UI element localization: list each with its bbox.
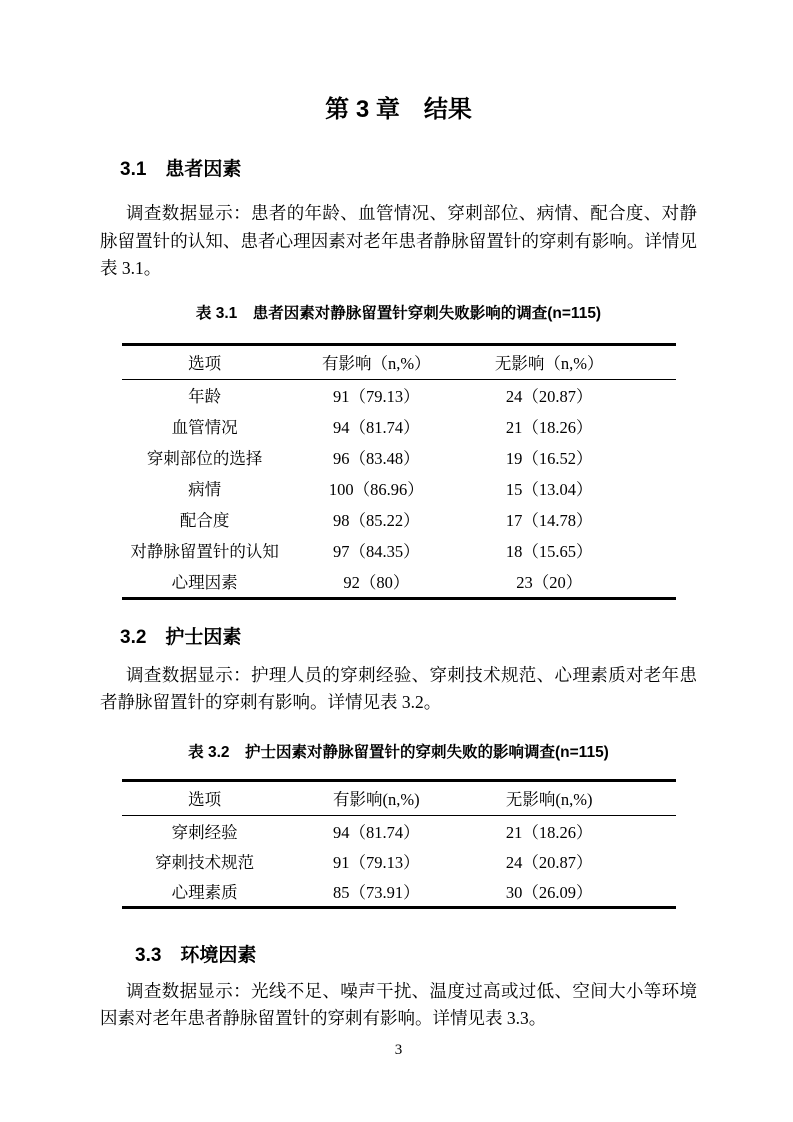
column-header-affected: 有影响(n,%) [288,780,465,815]
section-3-2-paragraph: 调查数据显示：护理人员的穿刺经验、穿刺技术规范、心理素质对老年患者静脉留置针的穿刺有影响。详情见表 3.2。 [100,664,697,712]
cell-affected: 91（79.13） [333,852,420,872]
table-3-2 [122,779,676,909]
table-row [122,535,676,566]
cell-option: 血管情况 [171,418,238,437]
cell-option: 对静脉留置针的认知 [130,542,279,561]
column-header-unaffected: 无影响（n,%） [465,344,676,379]
table-row [122,473,676,504]
table-3-1-header-row [122,344,676,379]
table-row [122,815,676,846]
cell-option: 心理素质 [171,882,238,902]
section-3-3-paragraph: 调查数据显示：光线不足、噪声干扰、温度过高或过低、空间大小等环境因素对老年患者静脉留置针的穿刺有影响。详情见表 3.3。 [100,980,697,1028]
table-3-2-caption: 表 3.2 护士因素对静脉留置针的穿刺失败的影响调查(n=115) [188,743,609,761]
table-3-2-header-row [122,780,676,815]
table-row [122,876,676,908]
cell-affected: 92（80） [343,573,410,592]
cell-unaffected: 18（15.65） [505,542,593,561]
cell-unaffected: 15（13.04） [505,480,593,499]
table-3-1 [122,343,676,600]
column-header-option: 选项 [122,344,288,379]
cell-unaffected: 17（14.78） [505,511,593,530]
cell-affected: 100（86.96） [328,480,424,499]
table-row [122,379,676,411]
cell-option: 心理因素 [171,573,238,592]
cell-unaffected: 23（20） [516,573,583,592]
cell-unaffected: 19（16.52） [505,449,593,468]
table-3-1-caption: 表 3.1 患者因素对静脉留置针穿刺失败影响的调查(n=115) [195,304,602,322]
cell-affected: 94（81.74） [333,418,420,437]
section-3-1-paragraph: 调查数据显示：患者的年龄、血管情况、穿刺部位、病情、配合度、对静脉留置针的认知、患者心理因素对老年患者静脉留置针的穿刺有影响。详情见表 3.1。 [100,203,697,278]
cell-unaffected: 21（18.26） [505,822,593,842]
cell-affected: 96（83.48） [333,449,420,468]
section-heading-3-2: 3.2 护士因素 [120,626,242,648]
cell-unaffected: 21（18.26） [505,418,593,437]
table-row [122,504,676,535]
cell-affected: 97（84.35） [333,542,420,561]
column-header-affected: 有影响（n,%） [288,344,465,379]
section-heading-3-1: 3.1 患者因素 [120,159,242,180]
chapter-title: 第 3 章 结果 [325,96,472,123]
cell-option: 年龄 [188,387,222,406]
cell-unaffected: 24（20.87） [505,852,593,872]
cell-option: 穿刺经验 [171,822,238,842]
table-row [122,566,676,599]
cell-unaffected: 24（20.87） [505,387,593,406]
column-header-option: 选项 [122,780,288,815]
cell-option: 穿刺部位的选择 [146,449,263,468]
cell-option: 配合度 [179,511,230,530]
table-row [122,442,676,473]
cell-affected: 85（73.91） [333,882,420,902]
table-row [122,411,676,442]
table-row [122,846,676,876]
cell-unaffected: 30（26.09） [505,882,593,902]
cell-affected: 98（85.22） [333,511,420,530]
cell-affected: 94（81.74） [333,822,420,842]
column-header-unaffected: 无影响(n,%) [465,780,676,815]
page-number: 3 [394,1041,403,1058]
section-heading-3-3: 3.3 环境因素 [135,944,257,966]
cell-affected: 91（79.13） [333,387,420,406]
cell-option: 病情 [188,480,222,499]
cell-option: 穿刺技术规范 [155,852,255,872]
